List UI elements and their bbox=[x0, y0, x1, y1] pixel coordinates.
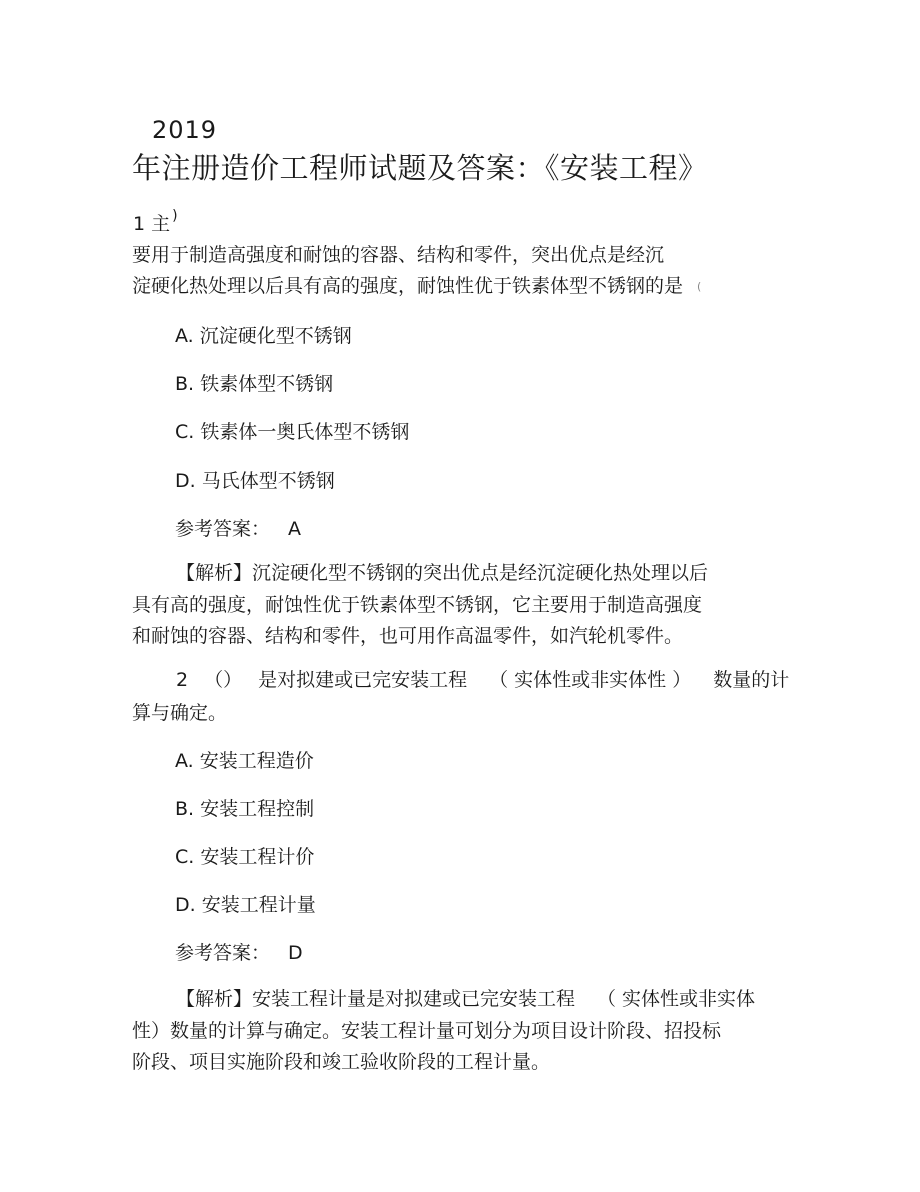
question-2-text-line-1 bbox=[176, 665, 789, 692]
question-2-answer-label: 参考答案： bbox=[175, 942, 271, 964]
question-1-option-c: C. 铁素体一奥氏体型不锈钢 bbox=[175, 421, 410, 443]
page-title: 年注册造价工程师试题及答案：《安装工程》 bbox=[132, 151, 708, 185]
question-2-option-a: A. 安装工程造价 bbox=[175, 750, 314, 772]
question-1-option-d: D. 马氏体型不锈钢 bbox=[175, 470, 335, 492]
question-2-option-d: D. 安装工程计量 bbox=[175, 894, 316, 916]
question-1-text-line-2-body: 淀硬化热处理以后具有高的强度，耐蚀性优于铁素体型不锈钢的是 bbox=[132, 275, 684, 297]
question-1-paren: ) bbox=[172, 208, 178, 224]
question-2-explanation-line-1-a: 【解析】安装工程计量是对拟建或已完安装工程 bbox=[176, 988, 576, 1010]
question-2-explanation-line-1 bbox=[176, 984, 755, 1011]
question-1-answer-label: 参考答案： bbox=[175, 518, 271, 540]
question-1-option-b: B. 铁素体型不锈钢 bbox=[175, 373, 334, 395]
question-2-part-1: 是对拟建或已完安装工程 bbox=[258, 669, 468, 691]
question-2-part-3: 数量的计 bbox=[713, 669, 790, 691]
question-2-explanation-line-1-b: （ 实体性或非实体 bbox=[597, 988, 756, 1010]
question-1-explanation-line-1: 【解析】沉淀硬化型不锈钢的突出优点是经沉淀硬化热处理以后 bbox=[176, 562, 709, 584]
question-2-answer bbox=[175, 938, 303, 965]
question-1-text-line-1: 要用于制造高强度和耐蚀的容器、结构和零件，突出优点是经沉 bbox=[132, 244, 665, 266]
question-1-lead: 主 bbox=[151, 213, 171, 235]
title-year: 2019 bbox=[152, 116, 218, 144]
question-2-explanation-line-3: 阶段、项目实施阶段和竣工验收阶段的工程计量。 bbox=[132, 1051, 551, 1073]
question-2-option-c: C. 安装工程计价 bbox=[175, 846, 315, 868]
question-2-part-2: （ 实体性或非实体性 ） bbox=[489, 669, 692, 691]
question-1-explanation-line-3: 和耐蚀的容器、结构和零件，也可用作高温零件，如汽轮机零件。 bbox=[132, 625, 684, 647]
question-2-blank: （） bbox=[204, 669, 243, 691]
question-2-explanation-line-2: 性）数量的计算与确定。安装工程计量可划分为项目设计阶段、招投标 bbox=[132, 1020, 722, 1042]
question-1-tail-mark: ( bbox=[697, 280, 702, 293]
question-1-explanation-line-2: 具有高的强度，耐蚀性优于铁素体型不锈钢，它主要用于制造高强度 bbox=[132, 594, 703, 616]
question-1-number bbox=[133, 209, 178, 236]
question-1-index: 1 bbox=[133, 213, 146, 235]
question-1-option-a: A. 沉淀硬化型不锈钢 bbox=[175, 325, 352, 347]
question-2-option-b: B. 安装工程控制 bbox=[175, 798, 315, 820]
question-1-text-line-2 bbox=[132, 271, 701, 304]
question-2-number: 2 bbox=[176, 669, 189, 691]
question-2-text-line-2: 算与确定。 bbox=[132, 702, 228, 724]
question-1-answer-value: A bbox=[288, 518, 302, 540]
question-2-answer-value: D bbox=[288, 942, 303, 964]
question-1-answer bbox=[175, 514, 301, 541]
